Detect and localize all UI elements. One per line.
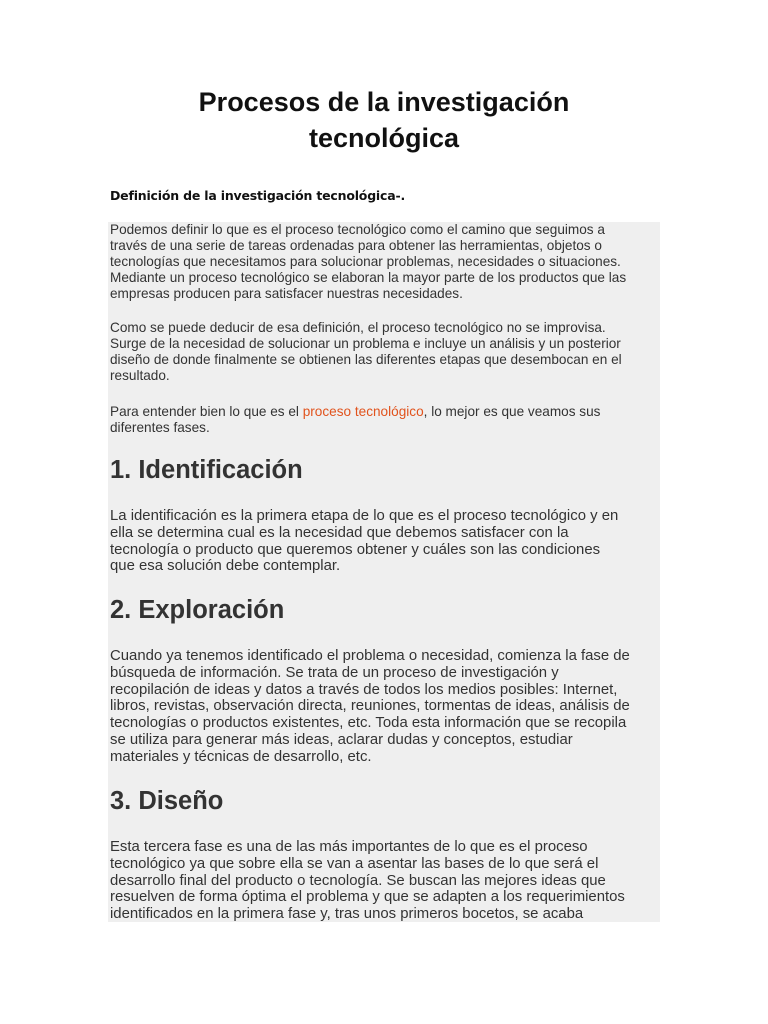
intro-paragraph-3 xyxy=(110,404,660,436)
proceso-tecnologico-link[interactable]: proceso tecnológico xyxy=(302,404,424,419)
intro-paragraph-1: Podemos definir lo que es el proceso tecnológico como el camino que seguimos a través de una serie de tareas ordenadas para obtener las herramientas, objetos o tecnologías que necesitamos para solucionar problemas, necesidades o situaciones. Mediante un proceso tecnológico se elaboran la mayor parte de los productos que las empresas producen para satisfacer nuestras necesidades. xyxy=(110,222,627,301)
content-block xyxy=(108,222,660,922)
title-line-1: Procesos de la investigación xyxy=(198,87,570,117)
section-heading-identificacion: 1. Identificación xyxy=(110,456,303,484)
document-subtitle: Definición de la investigación tecnológica-. xyxy=(110,188,406,203)
document-title xyxy=(110,84,658,156)
title-line-2: tecnológica xyxy=(308,123,460,153)
section-text-identificacion: La identificación es la primera etapa de lo que es el proceso tecnológico y en ella se determina cual es la necesidad que debemos satisfacer con la tecnología o producto que queremos obtener y cuáles son las condiciones que esa solución debe contemplar. xyxy=(110,508,619,575)
section-heading-diseno: 3. Diseño xyxy=(110,787,224,815)
intro-paragraph-2: Como se puede deducir de esa definición, el proceso tecnológico no se improvisa. Surge de la necesidad de solucionar un problema e incluye un análisis y un posterior diseño de donde finalmente se obtienen las diferentes etapas que desembocan en el resultado. xyxy=(110,320,622,383)
section-text-diseno: Esta tercera fase es una de las más importantes de lo que es el proceso tecnológico ya que sobre ella se van a asentar las bases de lo que será el desarrollo final del producto o tecnología. Se buscan las mejores ideas que resuelven de forma óptima el problema y que se adapten a los requerimientos identificados en la primera fase y, tras unos primeros bocetos, se acaba xyxy=(110,839,625,922)
section-text-exploracion: Cuando ya tenemos identificado el problema o necesidad, comienza la fase de búsqueda de información. Se trata de un proceso de investigación y recopilación de ideas y datos a través de todos los medios posibles: Internet, libros, revistas, observación directa, reuniones, tormentas de ideas, análisis de tecnologías o productos existentes, etc. Toda esta información que se recopila se utiliza para generar más ideas, aclarar dudas y conceptos, estudiar materiales y técnicas de desarrollo, etc. xyxy=(110,648,630,765)
intro-paragraph-3-text: Para entender bien lo que es el xyxy=(110,404,303,419)
intro-paragraph-3-text-end: , lo mejor es que veamos sus diferentes fases. xyxy=(110,404,601,435)
section-heading-exploracion: 2. Exploración xyxy=(110,596,285,624)
